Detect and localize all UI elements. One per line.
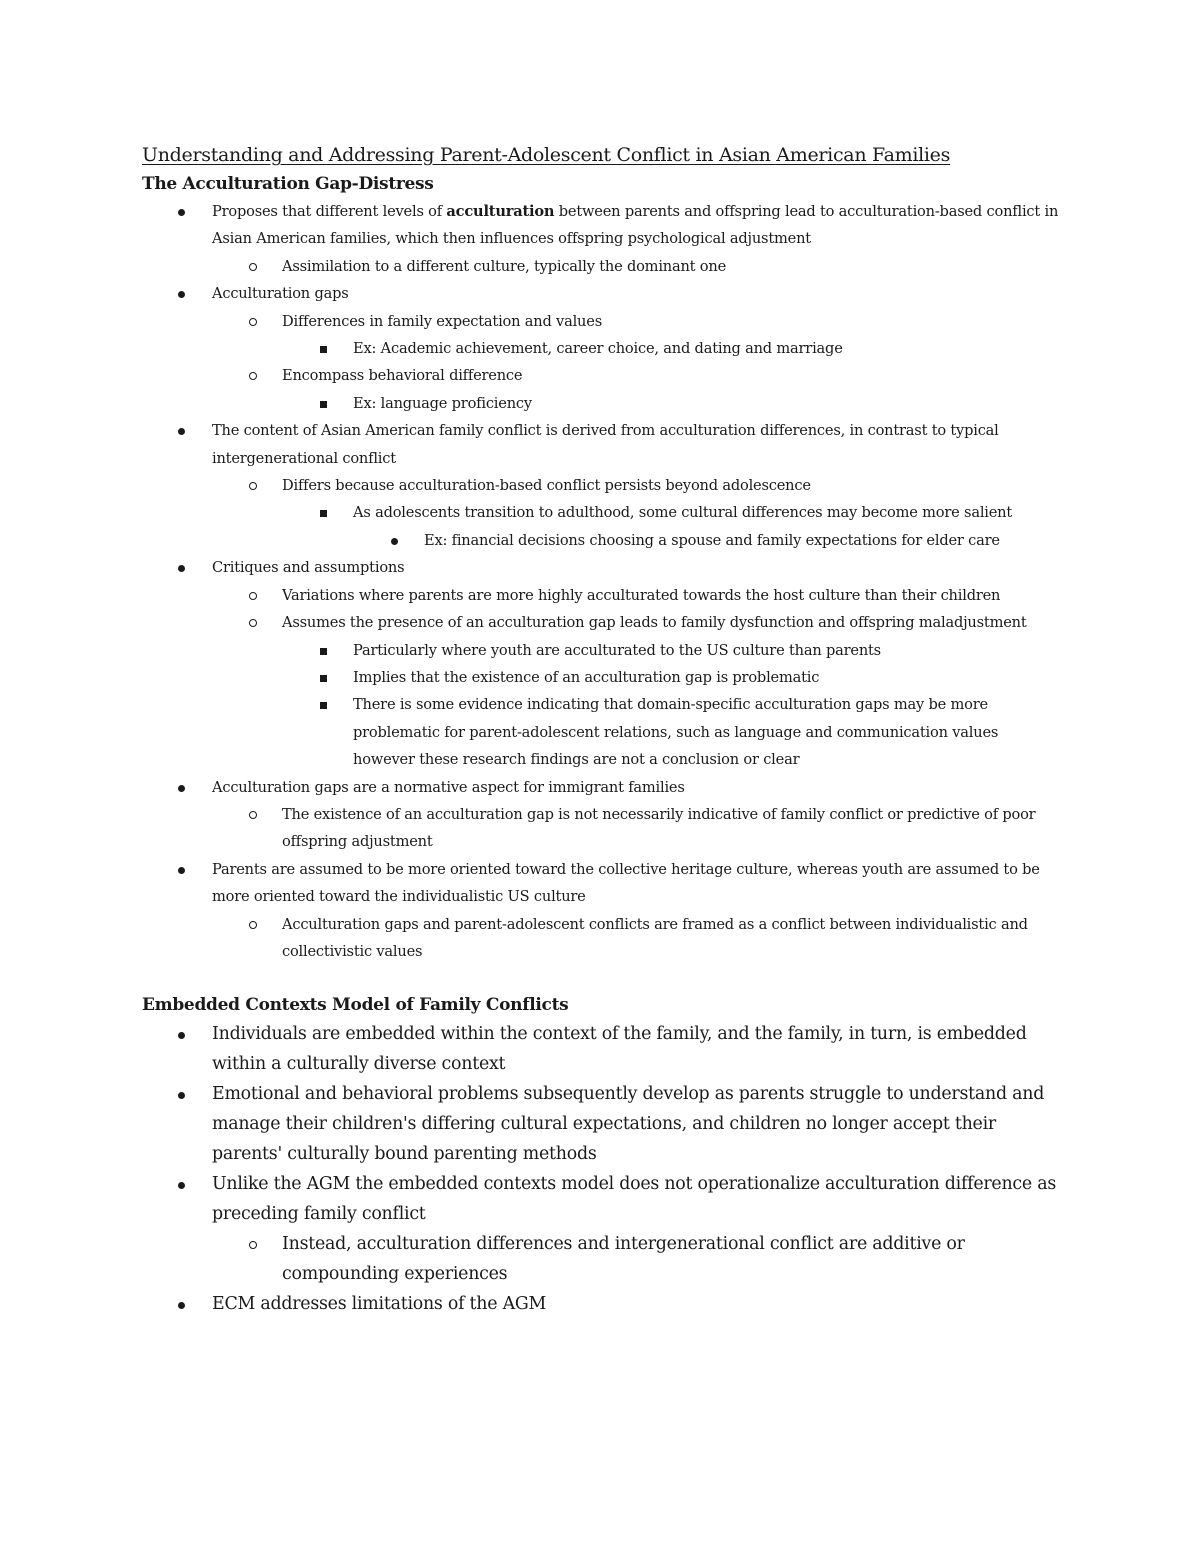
document-body xyxy=(142,140,1062,1319)
list-item-level-2 xyxy=(142,582,1062,609)
list-item-text: Instead, acculturation differences and intergenerational conflict are additive or compounding experiences xyxy=(282,1234,965,1285)
bullet-icon xyxy=(178,867,185,874)
list-item-text: Acculturation gaps xyxy=(212,285,349,303)
list-item-text: Implies that the existence of an acculturation gap is problematic xyxy=(353,668,820,686)
list-item-level-2 xyxy=(142,1229,1062,1289)
list-item-level-2 xyxy=(142,253,1062,280)
list-item-text: As adolescents transition to adulthood, some cultural differences may become more salient xyxy=(353,504,1013,522)
list-item-level-1 xyxy=(142,198,1062,253)
list-item-level-1 xyxy=(142,1079,1062,1169)
list-item-level-3 xyxy=(142,390,1062,417)
bullet-icon xyxy=(178,1302,185,1309)
list-item-level-2 xyxy=(142,308,1062,335)
list-item-text: Assimilation to a different culture, typically the dominant one xyxy=(282,257,727,275)
bullet-icon xyxy=(178,565,185,572)
list-item-text: The existence of an acculturation gap is not necessarily indicative of family conflict or predictive of poor offspring adjustment xyxy=(282,805,1036,851)
circle-bullet-icon xyxy=(249,263,257,271)
square-bullet-icon xyxy=(320,702,327,709)
circle-bullet-icon xyxy=(249,1241,257,1249)
circle-bullet-icon xyxy=(249,619,257,627)
list-item-text: Encompass behavioral difference xyxy=(282,367,523,385)
list-item-text: Parents are assumed to be more oriented toward the collective heritage culture, whereas youth are assumed to be more oriented toward the individualistic US culture xyxy=(212,860,1040,906)
bullet-icon xyxy=(178,1092,185,1099)
list-item-text: There is some evidence indicating that domain-specific acculturation gaps may be more problematic for parent-adolescent relations, such as language and communication values however these research findings are not a conclusion or clear xyxy=(353,696,999,769)
list-item-text: Ex: language proficiency xyxy=(353,394,532,412)
square-bullet-icon xyxy=(320,346,327,353)
list-item-text: Particularly where youth are acculturated to the US culture than parents xyxy=(353,641,881,659)
circle-bullet-icon xyxy=(249,811,257,819)
embedded-contexts-list xyxy=(142,1019,1062,1319)
list-item-text: Ex: Academic achievement, career choice, and dating and marriage xyxy=(353,340,843,358)
list-item-level-1 xyxy=(142,856,1062,911)
bullet-icon xyxy=(178,209,185,216)
list-item-text: Ex: financial decisions choosing a spouse and family expectations for elder care xyxy=(424,531,1000,549)
list-item-text: Differs because acculturation-based conflict persists beyond adolescence xyxy=(282,477,811,495)
list-item-level-1 xyxy=(142,417,1062,472)
list-item-level-1 xyxy=(142,774,1062,801)
text-run: Proposes that different levels of xyxy=(212,203,447,220)
text-run: between parents and offspring lead to acculturation-based conflict in Asian American families, which then influences offspring psychological adjustment xyxy=(212,203,1059,248)
bullet-icon xyxy=(391,538,398,545)
bullet-icon xyxy=(178,785,185,792)
list-item-text: Assumes the presence of an acculturation gap leads to family dysfunction and offspring maladjustment xyxy=(282,614,1027,632)
circle-bullet-icon xyxy=(249,482,257,490)
list-item-level-2 xyxy=(142,801,1062,856)
list-item-text: Acculturation gaps and parent-adolescent conflicts are framed as a conflict between individualistic and collectivistic values xyxy=(282,915,1028,960)
list-item-text: Variations where parents are more highly acculturated towards the host culture than their children xyxy=(282,586,1001,604)
list-item-text: Individuals are embedded within the context of the family, and the family, in turn, is embedded within a culturally diverse context xyxy=(212,1024,1027,1075)
list-item-level-3 xyxy=(142,335,1062,362)
list-item-text: The content of Asian American family conflict is derived from acculturation differences, in contrast to typical intergenerational conflict xyxy=(212,422,999,467)
list-item-text: ECM addresses limitations of the AGM xyxy=(212,1294,547,1315)
circle-bullet-icon xyxy=(249,921,257,929)
bullet-icon xyxy=(178,1182,185,1189)
section-heading-embedded-contexts: Embedded Contexts Model of Family Conflicts xyxy=(142,995,569,1016)
document-title: Understanding and Addressing Parent-Adolescent Conflict in Asian American Families xyxy=(142,144,951,166)
circle-bullet-icon xyxy=(249,318,257,326)
list-item-level-2 xyxy=(142,609,1062,636)
list-item-level-3 xyxy=(142,664,1062,691)
list-item-level-4 xyxy=(142,527,1062,554)
list-item-text: Unlike the AGM the embedded contexts model does not operationalize acculturation difference as preceding family conflict xyxy=(212,1174,1057,1225)
bullet-icon xyxy=(178,291,185,298)
bullet-icon xyxy=(178,428,185,435)
square-bullet-icon xyxy=(320,401,327,408)
list-item-level-2 xyxy=(142,911,1062,966)
square-bullet-icon xyxy=(320,510,327,517)
list-item-level-3 xyxy=(142,637,1062,664)
list-item-text: Critiques and assumptions xyxy=(212,559,405,577)
circle-bullet-icon xyxy=(249,372,257,380)
bullet-icon xyxy=(178,1032,185,1039)
list-item-text xyxy=(212,203,1058,247)
list-item-level-1 xyxy=(142,1169,1062,1229)
list-item-level-1 xyxy=(142,1289,1062,1319)
list-item-text: Differences in family expectation and values xyxy=(282,312,602,330)
list-item-level-3 xyxy=(142,691,1062,773)
square-bullet-icon xyxy=(320,648,327,655)
list-item-level-3 xyxy=(142,499,1062,526)
acculturation-gap-list xyxy=(142,198,1062,965)
list-item-text: Emotional and behavioral problems subsequently develop as parents struggle to understand and manage their children's differing cultural expectations, and children no longer accept their parents' culturally bound parenting methods xyxy=(212,1084,1045,1165)
list-item-level-1 xyxy=(142,280,1062,307)
square-bullet-icon xyxy=(320,675,327,682)
list-item-level-1 xyxy=(142,554,1062,581)
list-item-level-1 xyxy=(142,1019,1062,1079)
list-item-level-2 xyxy=(142,362,1062,389)
list-item-level-2 xyxy=(142,472,1062,499)
circle-bullet-icon xyxy=(249,592,257,600)
section-heading-acculturation-gap: The Acculturation Gap-Distress xyxy=(142,174,434,194)
bold-term: acculturation xyxy=(446,203,555,220)
list-item-text: Acculturation gaps are a normative aspect for immigrant families xyxy=(212,778,685,796)
